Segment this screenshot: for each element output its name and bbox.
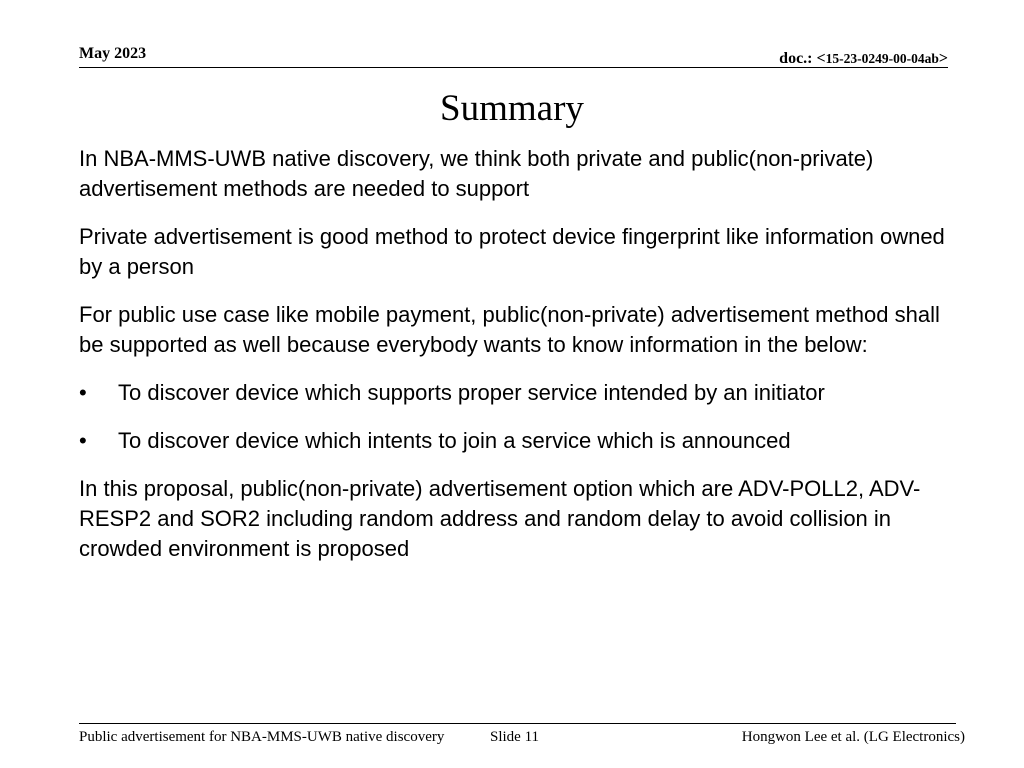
body-paragraph: For public use case like mobile payment, public(non-private) advertisement method shall be supported as well because everybody wants to know information in the below:: [79, 302, 940, 357]
footer-divider: [79, 723, 956, 724]
doc-label: doc.: <: [779, 50, 826, 67]
header-date: May 2023: [79, 45, 147, 62]
doc-number: 15-23-0249-00-04ab: [825, 51, 939, 66]
slide-title: Summary: [440, 88, 584, 129]
body-paragraph: In NBA-MMS-UWB native discovery, we think both private and public(non-private) advertisement methods are needed to support: [79, 146, 874, 201]
header-doc-number: [779, 49, 948, 69]
header-divider: [79, 67, 948, 68]
bullet-text: To discover device which supports proper service intended by an initiator: [118, 380, 825, 405]
footer-title: Public advertisement for NBA-MMS-UWB native discovery: [79, 729, 445, 745]
bullet-icon: •: [79, 380, 87, 405]
closing-paragraph: In this proposal, public(non-private) advertisement option which are ADV-POLL2, ADV-RESP2 and SOR2 including random address and random delay to avoid collision in crowded environment is proposed: [79, 476, 921, 561]
footer-author: Hongwon Lee et al. (LG Electronics): [741, 729, 965, 745]
slide-body: [79, 144, 959, 582]
bullet-text: To discover device which intents to join a service which is announced: [118, 428, 791, 453]
doc-close: >: [938, 50, 948, 67]
body-paragraph: Private advertisement is good method to protect device fingerprint like information owned by a person: [79, 224, 945, 279]
bullet-item: [79, 426, 959, 456]
bullet-item: [79, 378, 959, 408]
footer-slide-number: Slide 11: [490, 729, 540, 745]
bullet-icon: •: [79, 428, 87, 453]
